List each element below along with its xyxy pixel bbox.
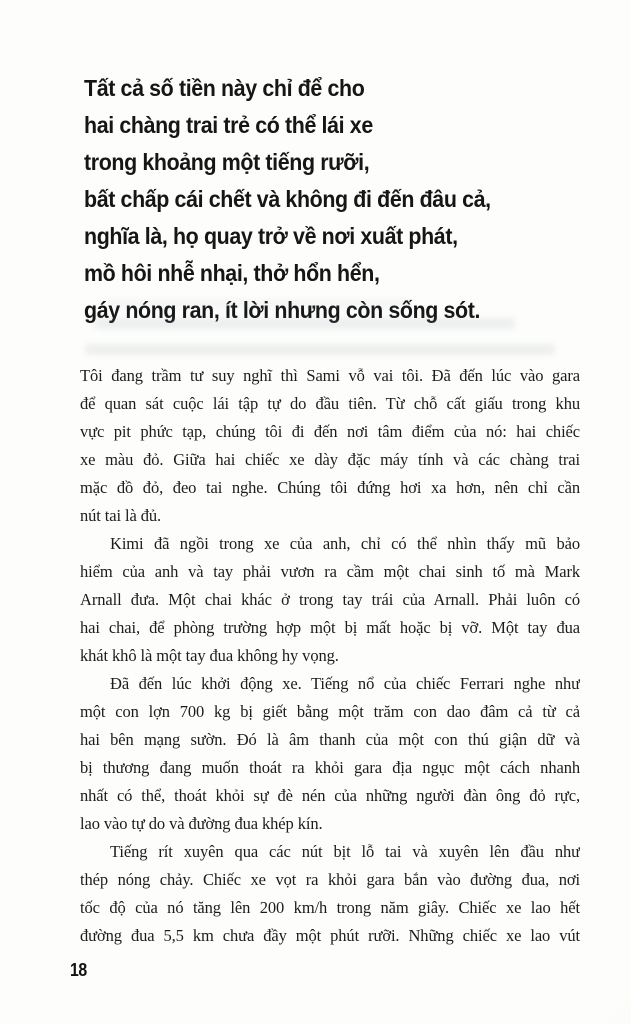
quote-line: nghĩa là, họ quay trở về nơi xuất phát, [84,223,458,249]
show-through-ghost-text [85,344,555,355]
page-number: 18 [70,960,87,980]
body-line: Đã đến lúc khởi động xe. Tiếng nổ của chiếc Ferrari nghe như [110,674,580,693]
body-line: hiểm của anh và tay phải vươn ra cầm một chai sinh tố mà Mark [80,562,580,581]
body-line: để quan sát cuộc lái tập tự do đầu tiên. Từ chỗ cất giấu trong khu [80,394,580,413]
body-text [80,362,580,950]
quote-block [84,70,491,329]
body-line: Tôi đang trầm tư suy nghĩ thì Sami vỗ vai tôi. Đã đến lúc vào gara [80,366,580,385]
body-line: nút tai là đủ. [80,506,162,525]
body-line: hai chai, để phòng trường hợp một bị mất hoặc bị vỡ. Một tay đua [80,618,580,637]
body-line: bị thương đang muốn thoát ra khỏi gara địa ngục một cách nhanh [80,758,580,777]
body-line: hai bên mạng sườn. Đó là âm thanh của một con thú giận dữ và [80,730,580,749]
quote-line: trong khoảng một tiếng rưỡi, [84,149,370,175]
body-line: xe màu đỏ. Giữa hai chiếc xe dày đặc máy tính và các chàng trai [80,450,580,469]
quote-line: Tất cả số tiền này chỉ để cho [84,75,365,101]
quote-line: mồ hôi nhễ nhại, thở hổn hển, [84,260,380,286]
body-line: mặc đồ đỏ, đeo tai nghe. Chúng tôi đứng hơi xa hơn, nên chỉ cần [80,478,580,497]
show-through-ghost-text [110,300,410,308]
body-line: Kimi đã ngồi trong xe của anh, chỉ có thể nhìn thấy mũ bảo [110,534,580,553]
quote-line: gáy nóng ran, ít lời nhưng còn sống sót. [84,297,481,323]
body-line: Tiếng rít xuyên qua các nút bịt lỗ tai và xuyên lên đầu như [110,842,580,861]
body-line: lao vào tự do và đường đua khép kín. [80,814,323,833]
body-line: thép nóng chảy. Chiếc xe vọt ra khỏi gara bắn vào đường đua, nơi [80,870,580,889]
body-line: vực pit phức tạp, chúng tôi đi đến nơi tâm điểm của nó: hai chiếc [80,422,580,441]
body-line: nhất có thể, thoát khỏi sự đè nén của những người đàn ông đỏ rực, [80,786,580,805]
body-line: tốc độ của nó tăng lên 200 km/h trong năm giây. Chiếc xe lao hết [80,898,580,917]
body-line: khát khô là một tay đua không hy vọng. [80,646,339,665]
body-line: đường đua 5,5 km chưa đầy một phút rưỡi. Những chiếc xe lao vút [80,926,580,945]
show-through-ghost-text [95,318,515,329]
body-line: Arnall đưa. Một chai khác ở trong tay trái của Arnall. Phải luôn có [80,590,580,609]
quote-line: bất chấp cái chết và không đi đến đâu cả, [84,186,491,212]
quote-line: hai chàng trai trẻ có thể lái xe [84,112,373,138]
body-line: một con lợn 700 kg bị giết bằng một trăm con dao đâm cả từ cả [80,702,580,721]
